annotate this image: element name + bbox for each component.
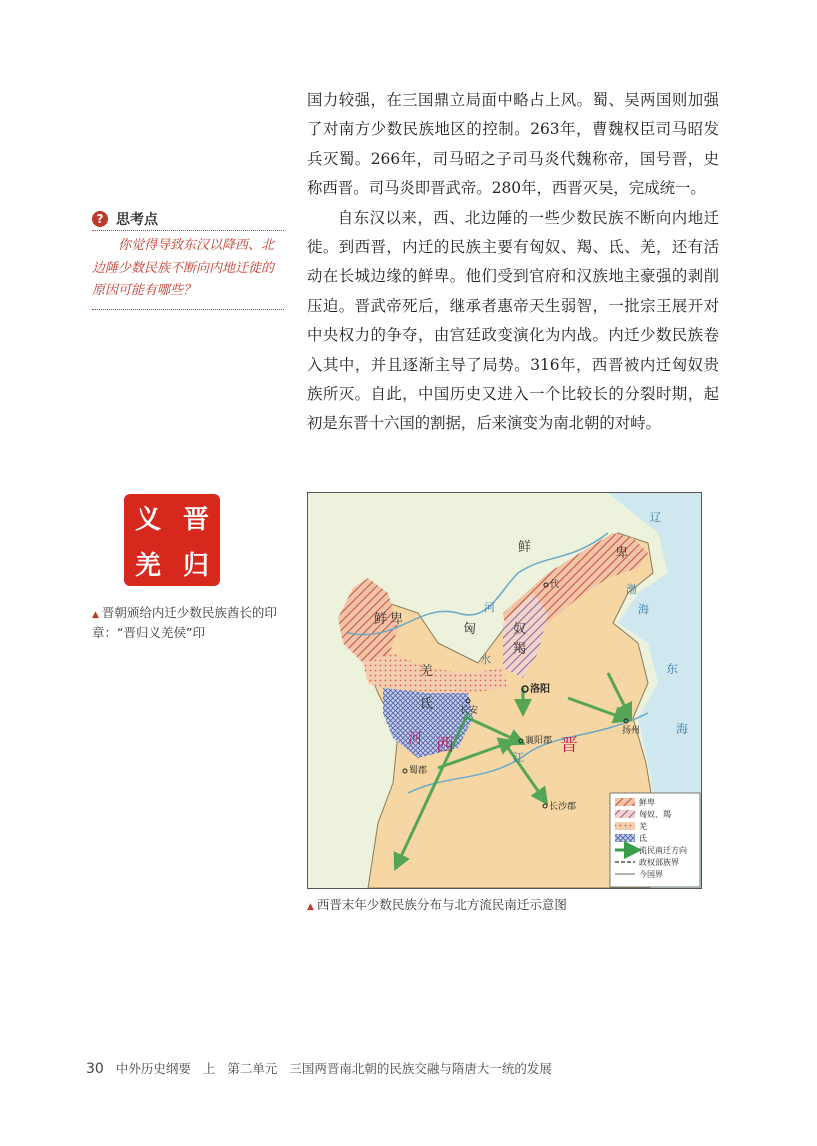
paragraph-1: 国力较强，在三国鼎立局面中略占上风。蜀、吴两国则加强了对南方少数民族地区的控制。263年，曹魏权臣司马昭发兵灭蜀。266年，司马昭之子司马炎代魏称帝，国号晋，史称西晋。司马炎即晋武帝。280年，西晋灭吴，完成统一。 — [307, 91, 719, 198]
legend-label: 鲜卑 — [639, 798, 655, 807]
city-label: 长安 — [460, 706, 479, 716]
map-label: 晋 — [560, 735, 578, 756]
legend-label: 氐 — [639, 834, 647, 843]
map-label: 卑 — [615, 546, 629, 561]
map-caption — [307, 895, 707, 913]
map-label: 渤 — [626, 583, 637, 596]
city-label: 洛阳 — [530, 684, 550, 695]
legend-label: 今国界 — [639, 870, 663, 879]
seal-char: 归 — [182, 550, 209, 581]
map-label: 氐 — [420, 697, 434, 712]
caption-marker: ▲ — [92, 610, 99, 620]
city-label: 扬州 — [622, 726, 641, 736]
city-label: 襄阳郡 — [525, 736, 553, 746]
map-legend — [610, 793, 700, 887]
main-text — [307, 86, 719, 439]
map-label: 鲜 — [374, 612, 388, 627]
map-label: 水 — [480, 653, 491, 666]
map-label: 东 — [666, 662, 679, 676]
legend-swatch-xianbei — [615, 798, 635, 806]
seal-char: 晋 — [182, 504, 209, 535]
map-label: 河 — [408, 731, 422, 747]
map-label: 西 — [436, 735, 454, 756]
think-header — [92, 208, 284, 231]
seal-caption-text: 晋朝颁给内迁少数民族酋长的印章：“晋归义羌侯”印 — [92, 605, 277, 640]
think-question: 你觉得导致东汉以降西、北边陲少数民族不断向内地迁徙的原因可能有哪些？ — [92, 235, 284, 310]
map-label: 卑 — [390, 612, 404, 627]
map-caption-text: 西晋末年少数民族分布与北方流民南迁示意图 — [316, 897, 567, 912]
map-label: 鲜 — [518, 540, 532, 555]
legend-label: 匈奴、羯 — [639, 810, 671, 819]
map-label: 海 — [638, 603, 649, 616]
map-label: 匈 — [463, 622, 477, 637]
legend-swatch-xiongnu — [615, 810, 635, 818]
seal-caption — [92, 604, 282, 642]
volume-label: 上 — [202, 1061, 216, 1076]
seal-char: 羌 — [134, 550, 161, 581]
city-label: 蜀郡 — [409, 766, 428, 776]
question-icon: ? — [92, 211, 108, 227]
map-label: 辽 — [650, 511, 661, 524]
map-label: 江 — [513, 751, 524, 764]
caption-marker: ▲ — [307, 902, 314, 912]
think-box — [92, 208, 284, 310]
legend-label: 流民南迁方向 — [639, 846, 687, 855]
city-label: 代 — [550, 580, 560, 590]
page-footer — [86, 1059, 726, 1077]
map-label: 羌 — [420, 664, 434, 679]
legend-swatch-qiang — [615, 822, 635, 830]
book-title: 中外历史纲要 — [115, 1061, 191, 1076]
map-figure — [307, 492, 702, 889]
map-label: 奴 — [513, 622, 527, 637]
seal-image — [124, 494, 220, 586]
map-label: 河 — [484, 601, 495, 614]
legend-swatch-di — [615, 834, 635, 842]
map-label: 海 — [676, 722, 689, 736]
legend-label: 政权部族界 — [639, 858, 679, 867]
city-label: 长沙郡 — [549, 802, 577, 812]
unit-title: 三国两晋南北朝的民族交融与隋唐大一统的发展 — [289, 1061, 552, 1076]
seal-char: 义 — [134, 504, 161, 535]
page-number: 30 — [86, 1061, 104, 1077]
map-svg — [308, 493, 701, 888]
unit-label: 第二单元 — [227, 1061, 278, 1076]
think-title: 思考点 — [116, 212, 158, 228]
map-label: 羯 — [513, 642, 527, 657]
paragraph-2: 自东汉以来，西、北边陲的一些少数民族不断向内地迁徙。到西晋，内迁的民族主要有匈奴、羯、氐、羌，还有活动在长城边缘的鲜卑。他们受到官府和汉族地主豪强的剥削压迫。晋武帝死后，继承者惠帝天生弱智，一批宗王展开对中央权力的争夺，由宫廷政变演化为内战。内迁少数民族卷入其中，并且逐渐主导了局势。316年，西晋被内迁匈奴贵族所灭。自此，中国历史又进入一个比较长的分裂时期，起初是东晋十六国的割据，后来演变为南北朝的对峙。 — [307, 208, 719, 433]
legend-label: 羌 — [639, 822, 647, 831]
